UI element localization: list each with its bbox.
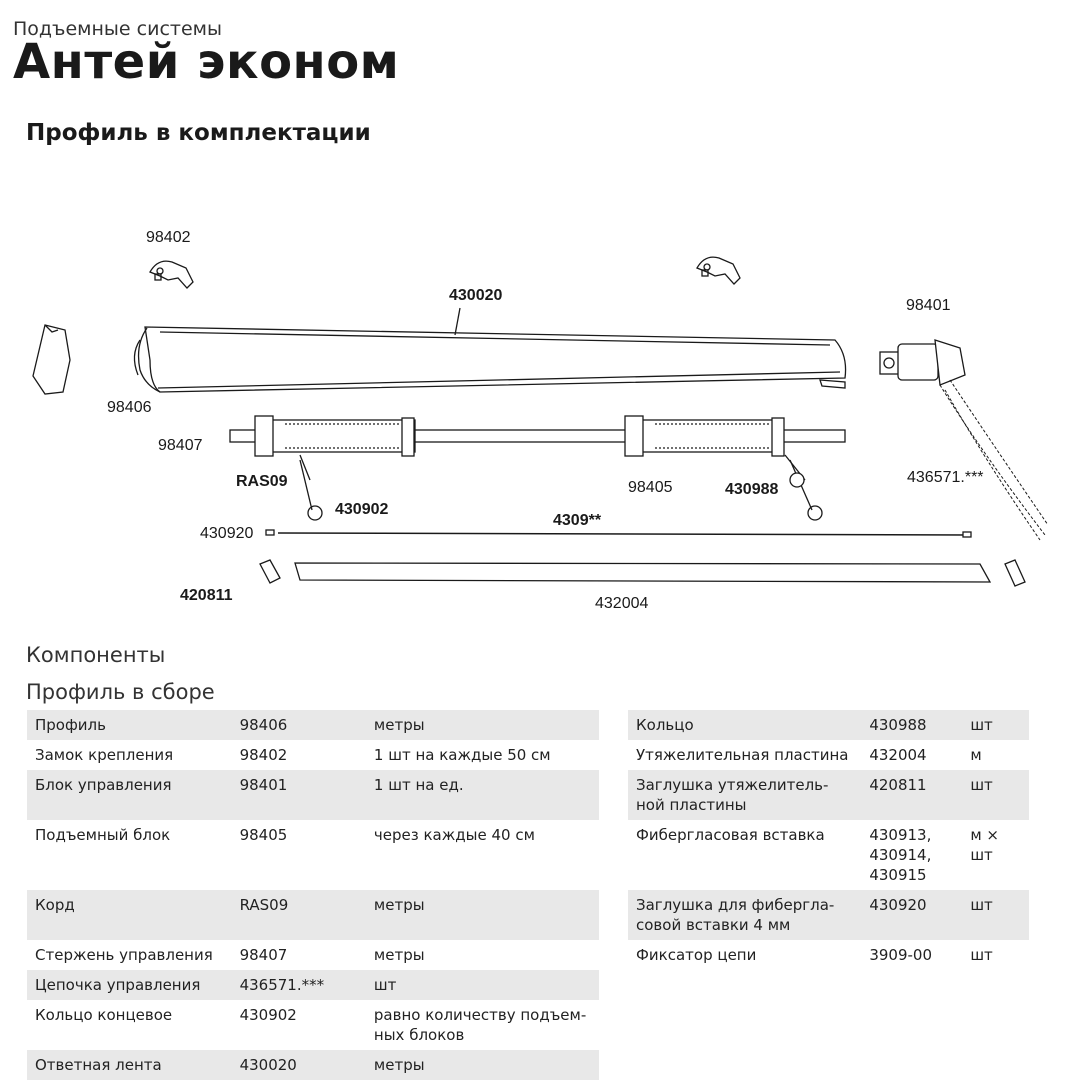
label-4309: 4309** — [553, 512, 602, 529]
components-table-right — [628, 710, 1029, 970]
cell-qty: шт — [970, 946, 993, 964]
table-row — [628, 940, 1029, 970]
weight-plate — [295, 563, 990, 582]
label-430920: 430920 — [200, 525, 254, 542]
lock-clip-left — [150, 261, 193, 288]
table-row — [27, 820, 599, 890]
cell-qty: м × шт — [970, 826, 999, 864]
cell-qty: 1 шт на ед. — [366, 770, 599, 820]
label-98406: 98406 — [107, 399, 152, 416]
cell-qty: метры — [366, 710, 599, 740]
cell-qty: м — [970, 746, 982, 764]
label-98405: 98405 — [628, 479, 673, 496]
cell-code: 432004 — [869, 746, 927, 764]
cell-code: 430020 — [232, 1050, 366, 1080]
cell-qty: метры — [373, 946, 425, 964]
table-row — [628, 710, 1029, 740]
assembly-subheading: Профиль в сборе — [26, 680, 215, 704]
control-chain — [940, 380, 1048, 540]
table-row — [27, 770, 599, 820]
cell-name: Утяжелительная пластина — [636, 746, 849, 764]
cell-name: Подъемный блок — [35, 826, 171, 844]
cell-code: 420811 — [861, 770, 962, 820]
cell-name: Замок крепления — [35, 746, 174, 764]
cell-qty: шт — [962, 710, 1029, 740]
page-title: Антей эконом — [13, 34, 400, 90]
components-heading: Компоненты — [26, 643, 166, 667]
cell-code: 98402 — [239, 746, 288, 764]
exploded-diagram — [0, 180, 1073, 630]
cell-name: Кольцо — [628, 710, 861, 740]
label-430988: 430988 — [725, 481, 779, 498]
label-430902: 430902 — [335, 501, 389, 518]
cell-name: Фиксатор цепи — [636, 946, 757, 964]
cell-qty: шт — [366, 970, 599, 1000]
table-row — [27, 970, 599, 1000]
end-cap — [33, 325, 70, 394]
cell-code: 430902 — [239, 1006, 297, 1024]
cell-code: 98407 — [239, 946, 288, 964]
cell-code: 430920 — [861, 890, 962, 940]
plate-cap-left — [260, 560, 280, 583]
cell-name: Цепочка управления — [27, 970, 232, 1000]
cell-name: Кольцо концевое — [35, 1006, 173, 1024]
label-98407: 98407 — [158, 437, 203, 454]
cell-code: 3909-00 — [869, 946, 932, 964]
table-row — [27, 1000, 599, 1050]
table-row — [27, 710, 599, 740]
cell-code: 430988 — [861, 710, 962, 740]
label-436571: 436571.*** — [907, 469, 984, 486]
cell-name: Заглушка для фибергла- совой вставки 4 мм — [628, 890, 861, 940]
table-row — [628, 740, 1029, 770]
table-row — [628, 770, 1029, 820]
cell-qty: метры — [366, 890, 599, 940]
cell-qty: шт — [962, 770, 1029, 820]
fiberglass-insert — [278, 533, 970, 535]
table-row — [27, 740, 599, 770]
table-row — [628, 890, 1029, 940]
table-row — [27, 940, 599, 970]
cell-name: Стержень управления — [35, 946, 213, 964]
cell-qty: метры — [366, 1050, 599, 1080]
plate-cap-right — [1005, 560, 1025, 586]
cell-name: Фибергласовая вставка — [636, 826, 825, 844]
cell-code: 98401 — [232, 770, 366, 820]
lock-clip-right — [697, 257, 740, 284]
label-ras09: RAS09 — [236, 473, 288, 490]
table-row — [27, 890, 599, 940]
control-unit — [880, 340, 965, 385]
cell-code: 436571.*** — [232, 970, 366, 1000]
components-table-left — [27, 710, 599, 1080]
label-98402: 98402 — [146, 229, 191, 246]
supertitle: Подъемные системы — [13, 18, 222, 40]
label-420811: 420811 — [180, 587, 233, 604]
label-430020: 430020 — [449, 287, 503, 304]
table-row — [628, 820, 1029, 890]
cell-code: 430913, 430914, 430915 — [869, 826, 932, 884]
cell-qty: шт — [962, 890, 1029, 940]
cell-name: Блок управления — [27, 770, 232, 820]
profile-rail — [134, 327, 845, 392]
cell-name: Профиль — [27, 710, 232, 740]
cell-code: RAS09 — [232, 890, 366, 940]
section-title: Профиль в комплектации — [26, 120, 371, 146]
cell-qty: 1 шт на каждые 50 см — [373, 746, 551, 764]
cell-name: Заглушка утяжелитель- ной пластины — [628, 770, 861, 820]
label-432004: 432004 — [595, 595, 649, 612]
cell-name: Корд — [27, 890, 232, 940]
cell-code: 98405 — [239, 826, 288, 844]
cell-name: Ответная лента — [27, 1050, 232, 1080]
cell-qty: равно количеству подъем- ных блоков — [373, 1006, 587, 1044]
label-98401: 98401 — [906, 297, 951, 314]
cell-qty: через каждые 40 см — [373, 826, 535, 844]
cell-code: 98406 — [232, 710, 366, 740]
